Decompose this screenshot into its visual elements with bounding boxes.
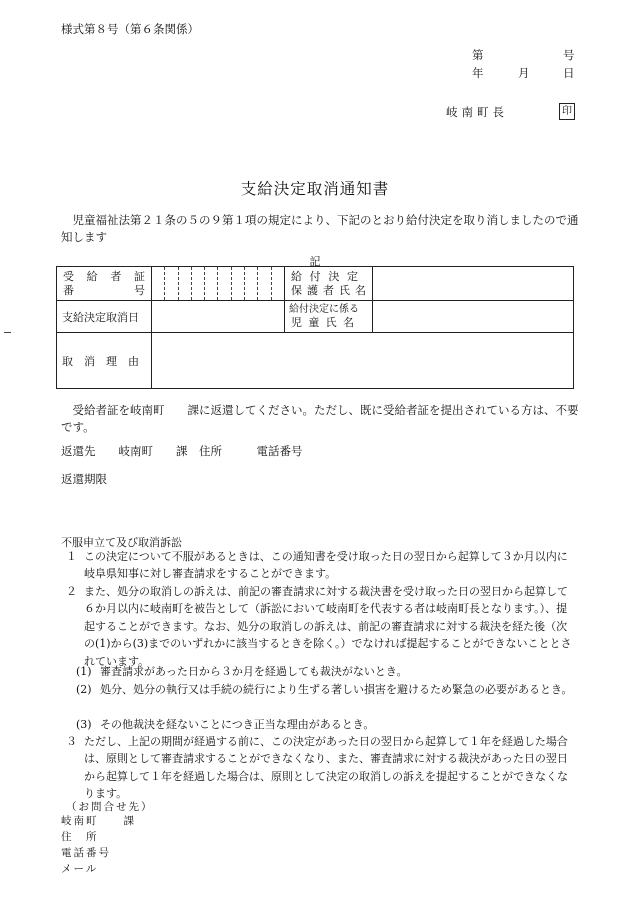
child-name-value-cell[interactable]	[373, 301, 574, 333]
issuer-name: 岐南町長	[446, 105, 508, 119]
document-title: 支給決定取消通知書	[240, 180, 390, 198]
child-label-bottom: 児 童 氏 名	[291, 316, 354, 329]
seal-box: 印	[559, 103, 575, 120]
doc-number-suffix: 号	[563, 48, 575, 62]
subitem-text: 処分、処分の執行又は手続の続行により生ずる著しい損害を避けるため緊急の必要があるとき。	[100, 683, 573, 696]
ki-heading: 記	[309, 255, 321, 268]
appeal-item-3	[66, 733, 578, 803]
contact-mail: メール	[61, 863, 99, 875]
return-note: 受給者証を岐南町 課に返還してください。ただし、既に受給者証を提出されている方は、不要です。	[61, 403, 579, 434]
subitem-number: (1)	[76, 665, 92, 678]
item-text: ただし、上記の期間が経過する前に、この決定があった日の翌日から起算して１年を経過した場合は、原則として審査請求することができなくなり、また、審査請求に対する裁決があった日の翌日から起算して１年を経過した場合は、原則として決定の取消しの訴えを提起することができなくなります。	[84, 735, 568, 801]
table-row	[57, 333, 574, 389]
child-name-label-cell	[285, 301, 373, 333]
form-number: 様式第８号（第６条関係）	[61, 22, 199, 36]
date-month-label: 月	[518, 66, 530, 80]
contact-phone: 電話番号	[61, 847, 111, 859]
guardian-label-bottom: 保 護 者 氏 名	[291, 283, 366, 297]
doc-number-prefix: 第	[472, 48, 484, 62]
appeal-subitem-1	[76, 663, 581, 680]
cancel-date-label-cell	[57, 301, 152, 333]
intro-text: 児童福祉法第２１条の５の９第１項の規定により、下記のとおり給付決定を取り消しましたので通知します	[61, 213, 579, 244]
cert-number-label-bottom: 番 号	[63, 283, 145, 297]
guardian-name-value-cell[interactable]	[373, 267, 574, 301]
appeal-item-1	[66, 548, 578, 583]
appeal-item-2	[66, 583, 578, 670]
reason-value-cell[interactable]	[152, 333, 574, 389]
subitem-number: (2)	[76, 683, 92, 696]
appeal-subitem-3	[76, 716, 581, 733]
item-number: ２	[66, 585, 77, 598]
return-destination: 返還先 岐南町 課 住所 電話番号	[61, 444, 303, 458]
cancel-date-label: 支給決定取消日	[62, 310, 139, 324]
cancellation-details-table	[56, 266, 574, 389]
guardian-name-label-cell	[285, 267, 373, 301]
date-year-label: 年	[472, 66, 484, 80]
cert-number-digit-boxes[interactable]	[152, 267, 285, 301]
child-label-top: 給付決定に係る	[289, 304, 359, 315]
cert-number-label-cell	[57, 267, 152, 301]
item-text: また、処分の取消しの訴えは、前記の審査請求に対する裁決書を受け取った日の翌日から起算して６か月以内に岐南町を被告として（訴訟において岐南町を代表する者は岐南町長となります。）、提起することができます。なお、処分の取消しの訴えは、前記の審査請求に対する裁決を経た後（次の(1)から(3)までのいずれかに該当するときを除く。）でなければ提起することができないこととされています。	[84, 585, 572, 668]
cert-number-label-top: 受 給 者 証	[63, 269, 145, 283]
appeal-section-title: 不服申立て及び取消訴訟	[61, 536, 182, 549]
subitem-number: (3)	[76, 718, 92, 731]
date-day-label: 日	[563, 66, 575, 80]
cancel-date-value-cell[interactable]	[152, 301, 285, 333]
margin-tick	[4, 332, 11, 333]
appeal-subitem-2	[76, 681, 581, 698]
guardian-label-top: 給 付 決 定	[291, 269, 358, 283]
return-deadline: 返還期限	[61, 472, 107, 486]
contact-section: 岐南町 課	[61, 815, 136, 827]
contact-title: （お問合せ先）	[66, 801, 154, 813]
reason-label-cell	[57, 333, 152, 389]
item-number: １	[66, 550, 77, 563]
subitem-text: 審査請求があった日から３か月を経過しても裁決がないとき。	[100, 665, 408, 678]
item-text: この決定について不服があるときは、この通知書を受け取った日の翌日から起算して３か月以内に岐阜県知事に対し審査請求をすることができます。	[84, 550, 568, 581]
contact-address: 住 所	[61, 831, 99, 843]
subitem-text: その他裁決を経ないことにつき正当な理由があるとき。	[100, 718, 375, 731]
item-number: ３	[66, 735, 77, 748]
reason-label: 取 消 理 由	[62, 354, 139, 368]
table-row	[57, 267, 574, 301]
table-row	[57, 301, 574, 333]
